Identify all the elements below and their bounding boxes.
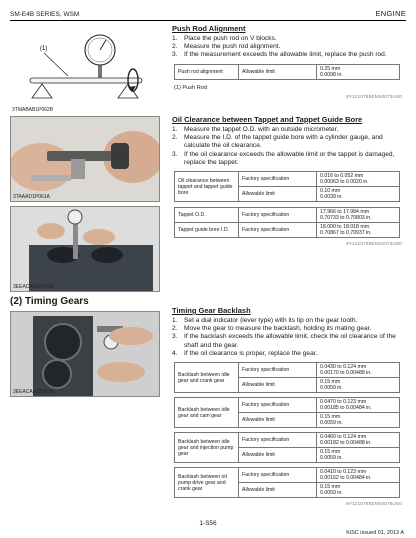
figure-caption: 3EEACAA1P061A <box>13 284 54 290</box>
cylinder-gauge-image <box>11 207 160 292</box>
push-rod-figure <box>10 26 160 112</box>
backlash-table: Backlash between idle gear and cam gear Factory specification 0.0470 to 0.123 mm 0.00185 to 0.00484 in. Allowable limit 0.15 mm 0.0059 in. <box>174 397 400 428</box>
page-number: 1-S56 <box>199 520 217 527</box>
figure-caption: 3EEACAA1P061A <box>13 389 54 395</box>
step: 3. If the backlash exceeds the allowable limit, check the oil clearance of the shaft and the gear. <box>172 333 396 349</box>
tappet-clearance-table: Oil clearance between tappet and tappet guide bore Factory specification 0.016 to 0.052 mm 0.00063 to 0.0020 in. Allowable limit 0.10 mm 0.0039 in. <box>174 171 400 202</box>
step: 2. Measure the push rod alignment. <box>172 43 281 51</box>
doc-code: 9Y1210785ENS0075US0 <box>346 501 402 507</box>
backlash-table: Backlash between idle gear and injection pump gear Factory specification 0.0460 to 0.124 mm 0.00182 to 0.00488 in. Allowable limit 0.15 mm 0.0059 in. <box>174 432 400 463</box>
step: 3. If the oil clearance exceeds the allowable limit or the tappet is damaged, replace the tappet. <box>172 150 395 166</box>
push-rod-diagram <box>10 26 160 112</box>
step: 1. Measure the tappet O.D. with an outside micrometer. <box>172 126 339 133</box>
timing-gear-title: Timing Gear Backlash <box>172 306 251 315</box>
series-label: SM-E4B SERIES, WSM <box>10 11 80 18</box>
timing-gear-steps <box>172 317 406 358</box>
backlash-table: Backlash between oil pump drive gear and crank gear Factory specification 0.0410 to 0.123 mm 0.00162 to 0.00484 in. Allowable limit 0.15 mm 0.0059 in. <box>174 467 400 498</box>
step: 1. Set a dial indicator (lever type) with its tip on the gear tooth. <box>172 317 358 324</box>
page-header <box>10 5 406 21</box>
timing-gear-image <box>11 312 160 397</box>
micrometer-image <box>11 117 160 202</box>
timing-gear-photo <box>10 311 160 397</box>
tappet-section <box>172 115 406 246</box>
step: 1. Place the push rod on V blocks. <box>172 35 277 42</box>
step: 2. Measure the I.D. of the tappet guide bore with a cylinder gauge, and calculate the oil clearance. <box>172 134 383 150</box>
chapter-label: ENGINE <box>375 9 406 18</box>
micrometer-photo <box>10 116 160 202</box>
doc-code: 9Y1210785ENS0073US0 <box>346 93 402 99</box>
backlash-table: Backlash between idle gear and crank gear Factory specification 0.0430 to 0.124 mm 0.00170 to 0.00488 in. Allowable limit 0.15 mm 0.0059 in. <box>174 362 400 393</box>
step: 4. If the oil clearance is proper, replace the gear. <box>172 349 318 357</box>
doc-code: 9Y1210785ENS0074US0 <box>346 241 402 247</box>
push-rod-steps <box>172 35 406 60</box>
push-rod-section <box>172 24 406 99</box>
tappet-dimension-table: Tappet O.D. Factory specification 17.966 to 17.984 mm 0.70733 to 0.70803 in. Tappet guide bore I.D. Factory specification 18.000 to 18.018 mm 0.70867 to 0.70937 in. <box>174 207 400 238</box>
tappet-title: Oil Clearance between Tappet and Tappet Guide Bore <box>172 115 363 124</box>
figure-caption: 3TMABAB1P062B <box>12 107 54 112</box>
cylinder-gauge-photo <box>10 206 160 292</box>
issue-label: KiSC issued 01, 2013 A <box>346 530 404 536</box>
step: 3. If the measurement exceeds the allowable limit, replace the push rod. <box>172 51 387 59</box>
callout-1: (1) <box>40 46 48 52</box>
section-title: (2) Timing Gears <box>10 296 89 307</box>
push-rod-title: Push Rod Alignment <box>172 24 246 33</box>
figure-caption: 3TAAAD1P061A <box>13 194 50 200</box>
tappet-steps <box>172 126 406 167</box>
figure-note: (1) Push Rod <box>174 84 207 91</box>
step: 2. Move the gear to measure the backlash, holding its mating gear. <box>172 325 372 333</box>
push-rod-table: Push rod alignment Allowable limit 0.25 mm 0.0098 in. <box>174 64 400 80</box>
timing-gear-section <box>172 306 406 506</box>
